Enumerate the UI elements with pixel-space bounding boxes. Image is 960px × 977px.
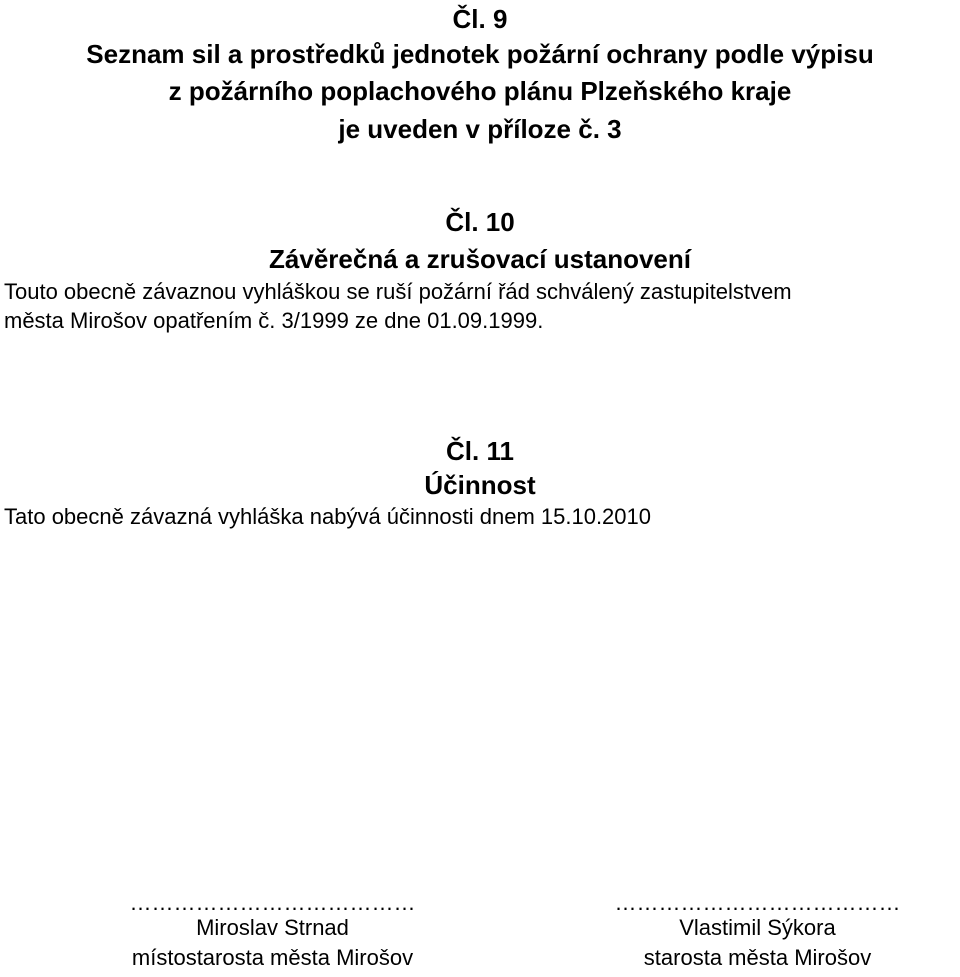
article-10-title: Závěrečná a zrušovací ustanovení [269, 244, 691, 274]
signatory-name-right: Vlastimil Sýkora [679, 915, 836, 940]
signature-line-right: ………………………………… [614, 890, 901, 915]
signature-block-left [80, 890, 465, 973]
signature-block-right [555, 890, 960, 973]
article-11-title: Účinnost [424, 470, 536, 500]
article-9-heading: Čl. 9 [452, 4, 508, 34]
signatory-role-left: místostarosta města Mirošov [131, 945, 414, 970]
article-11-body: Tato obecně závazná vyhláška nabývá účinnosti dnem 15.10.2010 [4, 504, 651, 529]
article-9-text-line-3: je uveden v příloze č. 3 [338, 114, 622, 144]
article-9-text-line-1: Seznam sil a prostředků jednotek požární ochrany podle výpisu [86, 39, 874, 69]
article-10-heading: Čl. 10 [445, 207, 515, 237]
article-11-heading: Čl. 11 [446, 436, 514, 466]
signatory-name-left: Miroslav Strnad [196, 915, 349, 940]
article-9-text-line-2: z požárního poplachového plánu Plzeňského kraje [168, 76, 792, 106]
signatory-role-right: starosta města Mirošov [643, 945, 872, 970]
article-10-body-line-2: města Mirošov opatřením č. 3/1999 ze dne 01.09.1999. [4, 308, 544, 333]
article-10-body-line-1: Touto obecně závaznou vyhláškou se ruší požární řád schválený zastupitelstvem [4, 279, 792, 304]
signature-line-left: ………………………………… [129, 890, 416, 915]
